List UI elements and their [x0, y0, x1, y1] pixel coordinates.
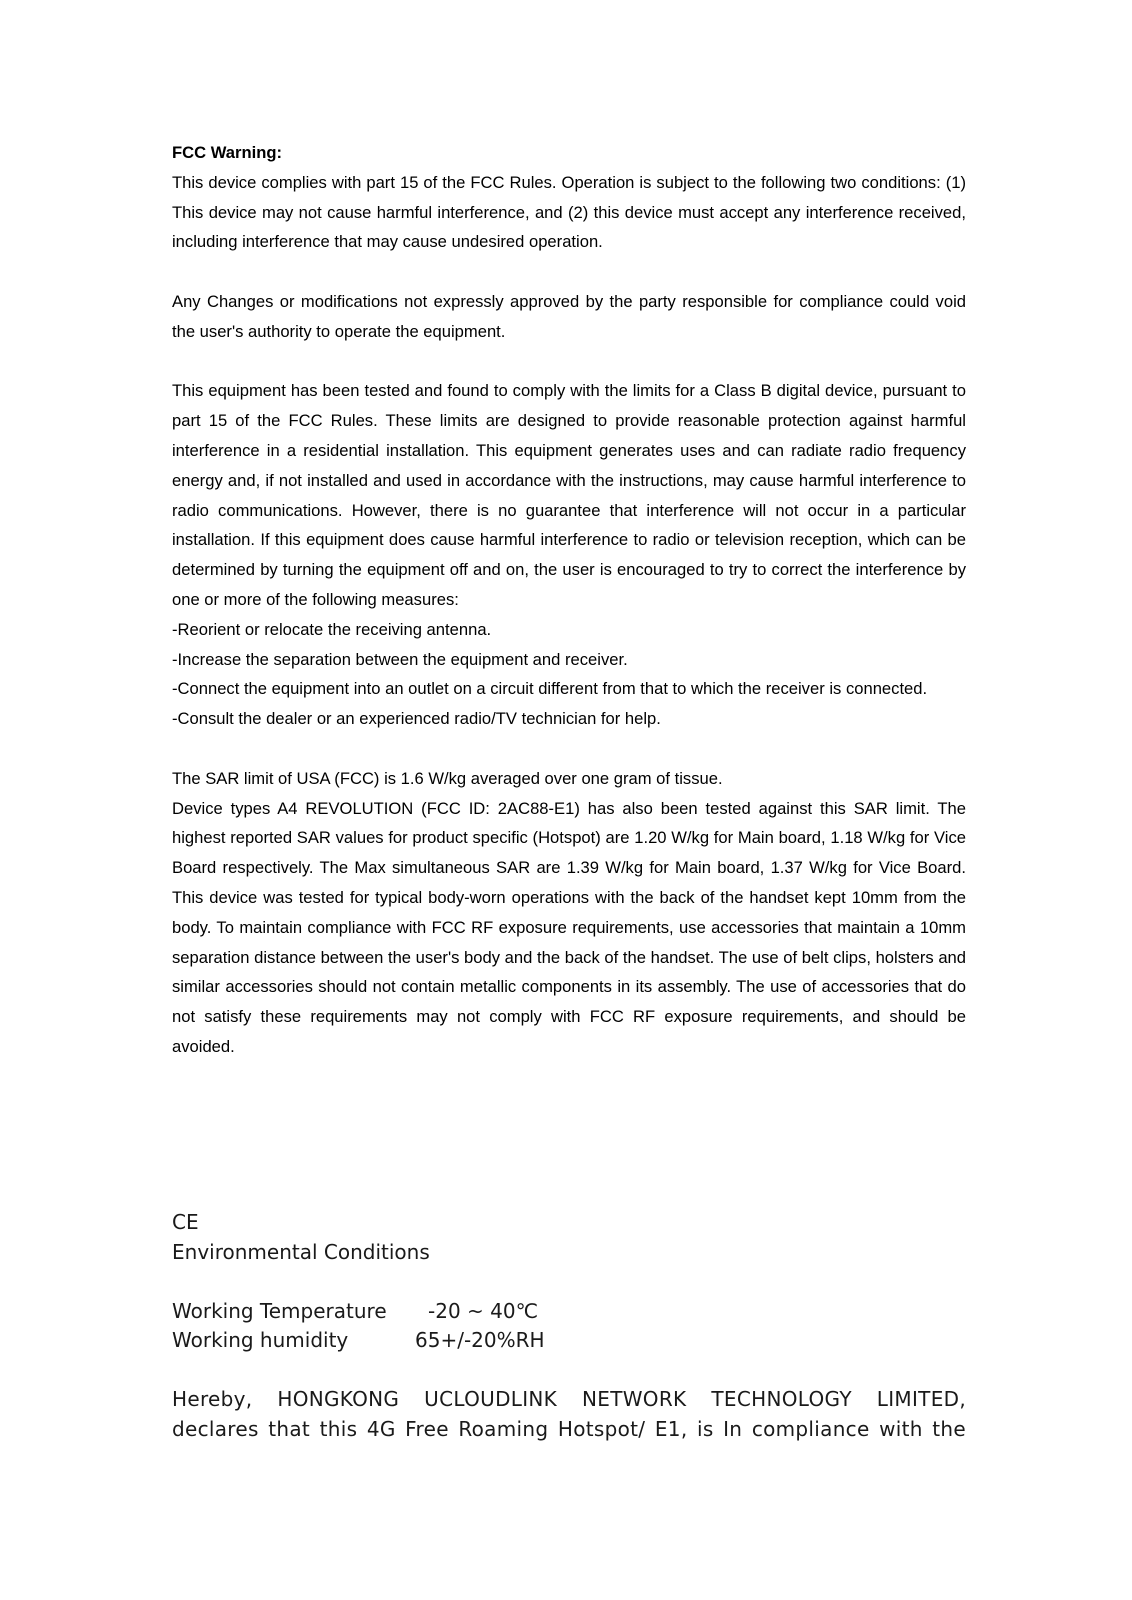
spacer [172, 1356, 966, 1386]
fcc-paragraph-class-b: This equipment has been tested and found to comply with the limits for a Class B digital device, pursuant to part 15 of the FCC Rules. These limits are designed to provide reasonable protection against harmful interference in a residential installation. This equipment generates uses and can radiate radio frequency energy and, if not installed and used in accordance with the instructions, may cause harmful interference to radio communications. However, there is no guarantee that interference will not occur in a particular installation. If this equipment does cause harmful interference to radio or television reception, which can be determined by turning the equipment off and on, the user is encouraged to try to correct the interference by one or more of the following measures: [172, 381, 966, 609]
humidity-label: Working humidity [172, 1328, 349, 1352]
fcc-measure-item: -Consult the dealer or an experienced radio/TV technician for help. [172, 709, 661, 729]
fcc-sar-limit: The SAR limit of USA (FCC) is 1.6 W/kg averaged over one gram of tissue. [172, 768, 723, 788]
spacer [172, 347, 966, 377]
ce-subtitle: Environmental Conditions [172, 1239, 430, 1264]
spacer [172, 1267, 966, 1297]
ce-title: CE [172, 1210, 199, 1234]
temperature-row [172, 1297, 966, 1327]
fcc-paragraph-conditions: This device complies with part 15 of the FCC Rules. Operation is subject to the following two conditions: (1) This device may not cause harmful interference, and (2) this device must accept any interference received, including interference that may cause undesired operation. [172, 172, 966, 252]
declaration-line-2: declares that this 4G Free Roaming Hotspot/ E1, is In compliance with the [172, 1416, 966, 1441]
spacer [172, 257, 966, 287]
humidity-row [172, 1326, 966, 1356]
temperature-label: Working Temperature [172, 1298, 387, 1323]
fcc-measure-item: -Reorient or relocate the receiving antenna. [172, 619, 492, 639]
ce-section [172, 1208, 966, 1444]
humidity-value: 65+/-20%RH [415, 1328, 545, 1352]
temperature-value: -20 ~ 40℃ [428, 1298, 539, 1323]
declaration-line-1: Hereby, HONGKONG UCLOUDLINK NETWORK TECHNOLOGY LIMITED, [172, 1387, 966, 1411]
fcc-measure-item: -Connect the equipment into an outlet on a circuit different from that to which the receiver is connected. [172, 679, 928, 699]
fcc-paragraph-modifications: Any Changes or modifications not expressly approved by the party responsible for compliance could void the user's authority to operate the equipment. [172, 291, 966, 341]
fcc-sar-details: Device types A4 REVOLUTION (FCC ID: 2AC88-E1) has also been tested against this SAR limit. The highest reported SAR values for product specific (Hotspot) are 1.20 W/kg for Main board, 1.18 W/kg for Vice Board respectively. The Max simultaneous SAR are 1.39 W/kg for Main board, 1.37 W/kg for Vice Board. This device was tested for typical body-worn operations with the back of the handset kept 10mm from the body. To maintain compliance with FCC RF exposure requirements, use accessories that maintain a 10mm separation distance between the user's body and the back of the handset. The use of belt clips, holsters and similar accessories should not contain metallic components in its assembly. The use of accessories that do not satisfy these requirements may not comply with FCC RF exposure requirements, and should be avoided. [172, 798, 966, 1056]
fcc-section [172, 138, 966, 1062]
fcc-measure-item: -Increase the separation between the equipment and receiver. [172, 649, 628, 669]
spacer [172, 734, 966, 764]
fcc-heading: FCC Warning: [172, 143, 282, 162]
